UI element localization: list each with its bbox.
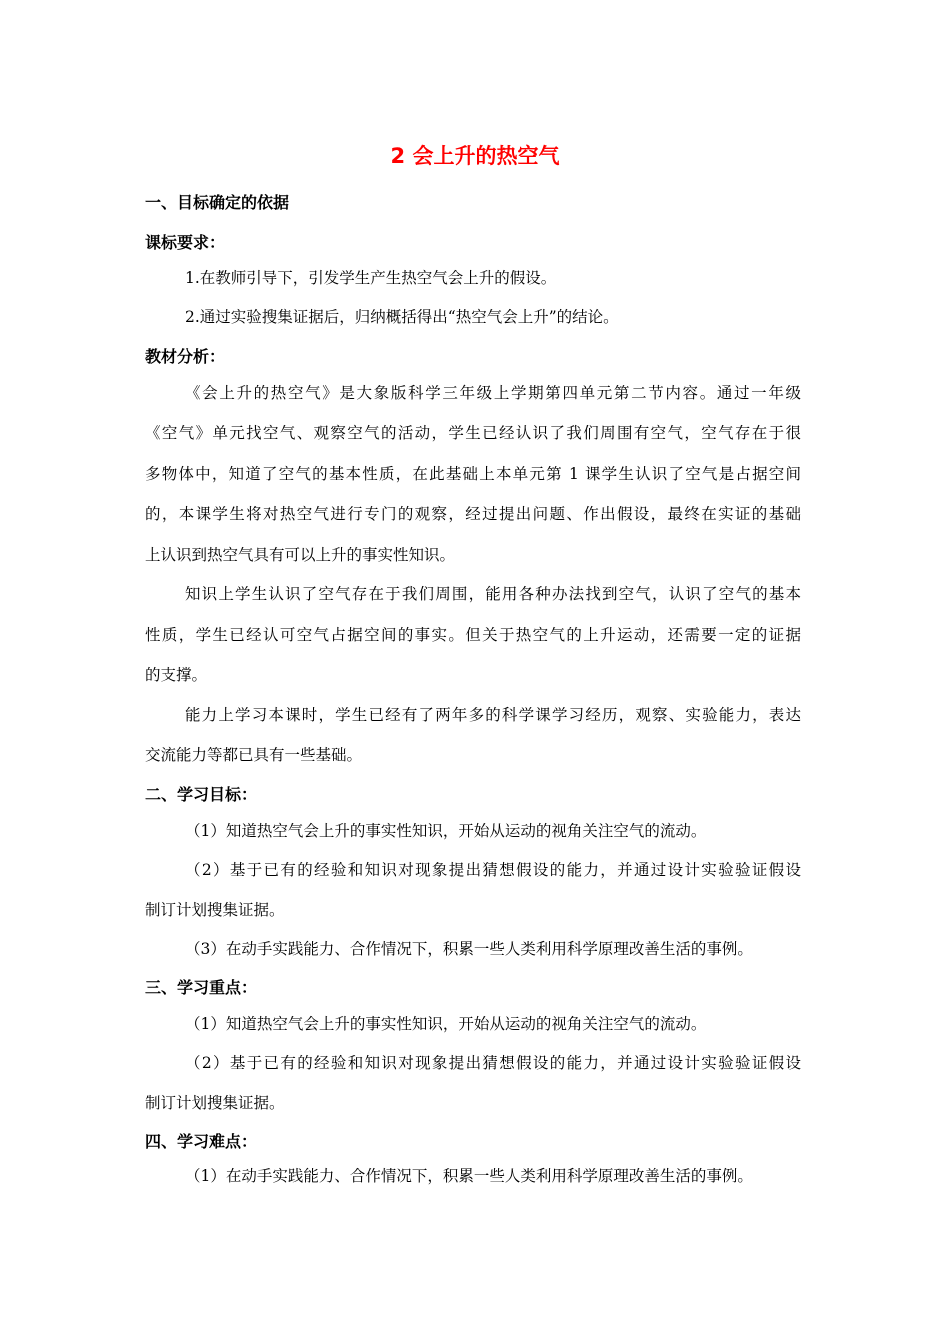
curriculum-item-2: 2.通过实验搜集证据后，归纳概括得出“热空气会上升”的结论。	[185, 308, 619, 326]
paragraph-line: 知识上学生认识了空气存在于我们周围，能用各种办法找到空气，认识了空气的基本	[185, 585, 801, 603]
paragraph-line: 性质，学生已经认可空气占据空间的事实。但关于热空气的上升运动，还需要一定的证据	[145, 626, 801, 644]
page-title: 2 会上升的热空气	[390, 144, 560, 168]
subheading-curriculum: 课标要求：	[145, 233, 226, 252]
focus-item-2-cont: 制订计划搜集证据。	[145, 1094, 285, 1112]
curriculum-item-1: 1.在教师引导下，引发学生产生热空气会上升的假设。	[185, 269, 557, 287]
paragraph-line: 的，本课学生将对热空气进行专门的观察，经过提出问题、作出假设，最终在实证的基础	[145, 505, 801, 523]
subheading-textbook: 教材分析：	[145, 347, 226, 366]
goal-item-1: （1）知道热空气会上升的事实性知识，开始从运动的视角关注空气的流动。	[185, 822, 707, 840]
paragraph-line: 交流能力等都已具有一些基础。	[145, 746, 363, 764]
goal-item-2: （2）基于已有的经验和知识对现象提出猜想假设的能力，并通过设计实验验证假设	[185, 861, 801, 879]
paragraph-line: 《空气》单元找空气、观察空气的活动，学生已经认识了我们周围有空气，空气存在于很	[145, 424, 801, 442]
focus-item-1: （1）知道热空气会上升的事实性知识，开始从运动的视角关注空气的流动。	[185, 1015, 707, 1033]
section-heading-3: 三、学习重点：	[145, 978, 258, 997]
paragraph-line: 《会上升的热空气》是大象版科学三年级上学期第四单元第二节内容。通过一年级	[185, 384, 801, 402]
focus-item-2: （2）基于已有的经验和知识对现象提出猜想假设的能力，并通过设计实验验证假设	[185, 1054, 801, 1072]
goal-item-2-cont: 制订计划搜集证据。	[145, 901, 285, 919]
section-heading-4: 四、学习难点：	[145, 1132, 258, 1151]
paragraph-line: 的支撑。	[145, 666, 208, 684]
section-heading-2: 二、学习目标：	[145, 785, 258, 804]
paragraph-line: 能力上学习本课时，学生已经有了两年多的科学课学习经历，观察、实验能力，表达	[185, 706, 801, 724]
paragraph-line: 上认识到热空气具有可以上升的事实性知识。	[145, 546, 456, 564]
goal-item-3: （3）在动手实践能力、合作情况下，积累一些人类利用科学原理改善生活的事例。	[185, 940, 753, 958]
paragraph-line: 多物体中，知道了空气的基本性质，在此基础上本单元第 1 课学生认识了空气是占据空间	[145, 465, 801, 483]
difficulty-item-1: （1）在动手实践能力、合作情况下，积累一些人类利用科学原理改善生活的事例。	[185, 1167, 753, 1185]
section-heading-1: 一、目标确定的依据	[145, 193, 290, 212]
